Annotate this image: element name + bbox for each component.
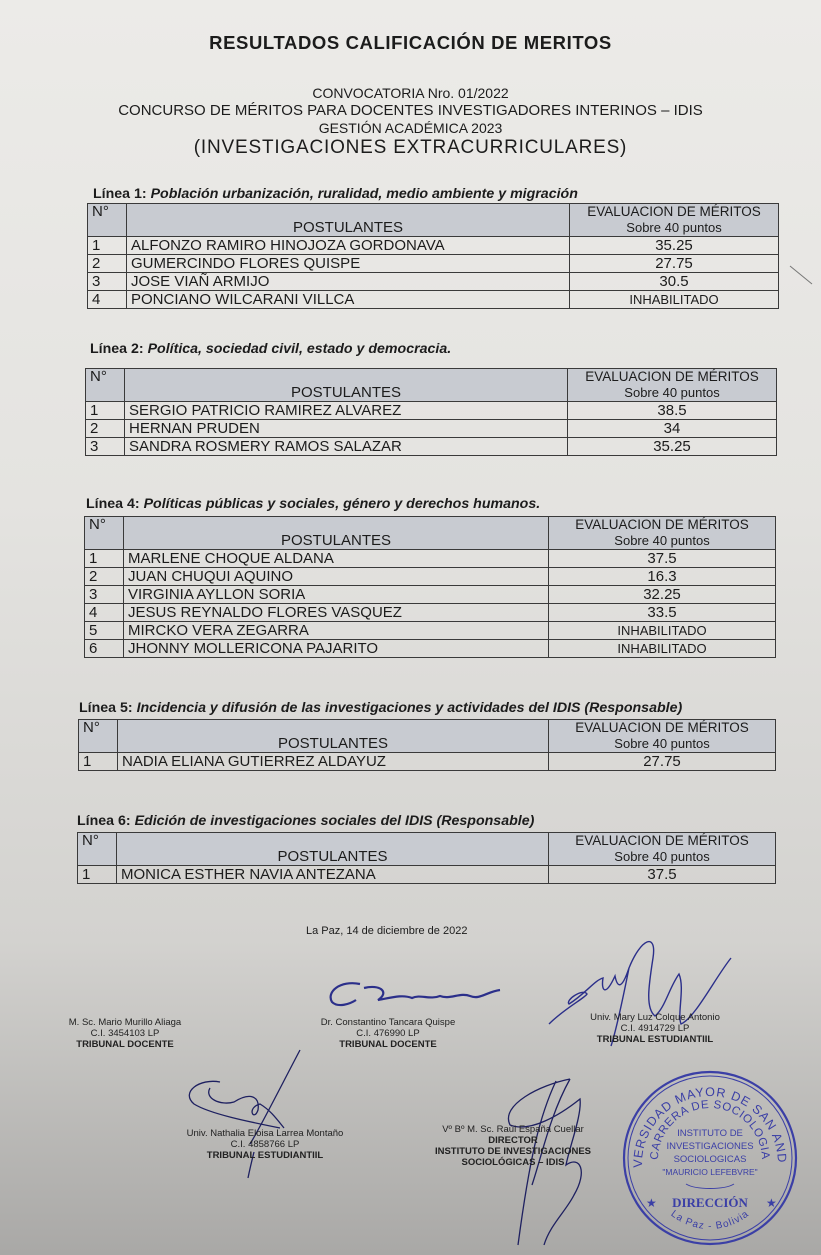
score: 27.75 [570, 255, 779, 273]
table-header-row [79, 720, 776, 753]
signature-block-murillo [40, 1017, 210, 1050]
header-evaluacion: EVALUACION DE MÉRITOS Sobre 40 puntos [568, 369, 777, 402]
signer-ci: C.I. 4914729 LP [620, 1023, 690, 1034]
table-row [86, 420, 777, 438]
linea-label: Línea 2: [90, 341, 144, 357]
postulante-name: MIRCKO VERA ZEGARRA [124, 622, 549, 640]
stamp-line-4: "MAURICIO LEFEBVRE" [662, 1167, 758, 1177]
gestion-academica: GESTIÓN ACADÉMICA 2023 [318, 120, 503, 136]
linea-title: Edición de investigaciones sociales del IDIS (Responsable) [134, 813, 535, 829]
signer-name: Univ. Nathalia Eloisa Larrea Montaño [186, 1128, 344, 1139]
postulante-name: SERGIO PATRICIO RAMIREZ ALVAREZ [125, 402, 568, 420]
score: 35.25 [568, 438, 777, 456]
row-number: 1 [86, 402, 125, 420]
postulante-name: MARLENE CHOQUE ALDANA [124, 550, 549, 568]
row-number: 2 [88, 255, 127, 273]
row-number: 3 [86, 438, 125, 456]
stamp-line-3: SOCIOLOGICAS [673, 1154, 747, 1165]
stamp-line-1: INSTITUTO DE [677, 1128, 743, 1139]
document-date: La Paz, 14 de diciembre de 2022 [306, 925, 468, 937]
table-row [85, 622, 776, 640]
header-number: N° [86, 369, 125, 402]
header-evaluacion: EVALUACION DE MÉRITOS Sobre 40 puntos [570, 204, 779, 237]
table-row [88, 255, 779, 273]
postulante-name: NADIA ELIANA GUTIERREZ ALDAYUZ [118, 753, 549, 771]
postulante-name: SANDRA ROSMERY RAMOS SALAZAR [125, 438, 568, 456]
header-evaluacion: EVALUACION DE MÉRITOS Sobre 40 puntos [549, 833, 776, 866]
signer-ci: C.I. 476990 LP [356, 1028, 420, 1039]
score: 35.25 [570, 237, 779, 255]
row-number: 4 [88, 291, 127, 309]
row-number: 3 [85, 586, 124, 604]
stamp-outer-text: VERSIDAD MAYOR DE SAN AND [630, 1084, 790, 1168]
table-row [86, 402, 777, 420]
score: 30.5 [570, 273, 779, 291]
table-row [85, 586, 776, 604]
pen-mark [788, 262, 818, 288]
row-number: 1 [78, 866, 117, 884]
header-number: N° [85, 517, 124, 550]
signer-name: Vº Bº M. Sc. Raúl España Cuellar [442, 1124, 584, 1135]
score-status: INHABILITADO [570, 291, 779, 309]
institution-line-1: INSTITUTO DE INVESTIGACIONES [434, 1146, 592, 1157]
signer-role: TRIBUNAL DOCENTE [339, 1039, 437, 1050]
star-icon: ★ [766, 1196, 777, 1210]
score: 33.5 [549, 604, 776, 622]
table-header-row [78, 833, 776, 866]
row-number: 1 [79, 753, 118, 771]
score-status: INHABILITADO [549, 640, 776, 658]
convocatoria-number: CONVOCATORIA Nro. 01/2022 [312, 85, 509, 101]
linea-title: Política, sociedad civil, estado y democracia. [147, 341, 452, 357]
score: 37.5 [549, 550, 776, 568]
document-title: RESULTADOS CALIFICACIÓN DE MERITOS [209, 32, 612, 53]
concurso-title: CONCURSO DE MÉRITOS PARA DOCENTES INVESTIGADORES INTERINOS – IDIS [118, 102, 703, 119]
institution-line-2: SOCIOLÓGICAS – IDIS [461, 1157, 565, 1168]
postulante-name: JHONNY MOLLERICONA PAJARITO [124, 640, 549, 658]
table-row [85, 604, 776, 622]
postulante-name: JESUS REYNALDO FLORES VASQUEZ [124, 604, 549, 622]
signer-role: TRIBUNAL DOCENTE [76, 1039, 174, 1050]
signature-larrea-ink [180, 1048, 330, 1188]
row-number: 3 [88, 273, 127, 291]
postulante-name: HERNAN PRUDEN [125, 420, 568, 438]
row-number: 1 [88, 237, 127, 255]
svg-text:La Paz - Bolivia [669, 1208, 752, 1232]
header-postulantes: POSTULANTES [117, 833, 549, 866]
signature-tancara-ink [320, 978, 520, 1018]
stamp-city: La Paz - Bolivia [668, 1208, 752, 1233]
header-number: N° [88, 204, 127, 237]
signer-name: M. Sc. Mario Murillo Aliaga [68, 1017, 182, 1028]
linea-label: Línea 6: [77, 813, 131, 829]
header-postulantes: POSTULANTES [127, 204, 570, 237]
table-header-row [85, 517, 776, 550]
postulante-name: JUAN CHUQUI AQUINO [124, 568, 549, 586]
header-postulantes: POSTULANTES [125, 369, 568, 402]
header-evaluacion: EVALUACION DE MÉRITOS Sobre 40 puntos [549, 517, 776, 550]
table-row [79, 753, 776, 771]
signer-role: DIRECTOR [488, 1135, 538, 1146]
score: 27.75 [549, 753, 776, 771]
linea-4-table [84, 516, 776, 658]
postulante-name: JOSE VIAÑ ARMIJO [127, 273, 570, 291]
score: 38.5 [568, 402, 777, 420]
linea-1-heading [93, 186, 578, 202]
postulante-name: MONICA ESTHER NAVIA ANTEZANA [117, 866, 549, 884]
header-number: N° [78, 833, 117, 866]
table-row [85, 568, 776, 586]
linea-2-heading [90, 341, 451, 357]
stamp-inner-text: CARRERA DE SOCIOLOGIA [648, 1098, 772, 1161]
linea-5-heading [79, 700, 682, 716]
score-status: INHABILITADO [549, 622, 776, 640]
linea-6-heading [77, 813, 534, 829]
stamp-direccion: DIRECCIÓN [672, 1195, 748, 1210]
header-postulantes: POSTULANTES [124, 517, 549, 550]
table-row [88, 291, 779, 309]
table-row [88, 273, 779, 291]
signer-name: Dr. Constantino Tancara Quispe [320, 1017, 456, 1028]
row-number: 2 [86, 420, 125, 438]
linea-label: Línea 1: [93, 186, 147, 202]
table-header-row [88, 204, 779, 237]
stamp-seal-icon [620, 1068, 800, 1248]
postulante-name: GUMERCINDO FLORES QUISPE [127, 255, 570, 273]
row-number: 5 [85, 622, 124, 640]
linea-2-table [85, 368, 777, 456]
postulante-name: VIRGINIA AYLLON SORIA [124, 586, 549, 604]
row-number: 1 [85, 550, 124, 568]
signature-block-larrea [170, 1128, 360, 1161]
score: 34 [568, 420, 777, 438]
linea-title: Políticas públicas y sociales, género y derechos humanos. [143, 496, 541, 512]
row-number: 6 [85, 640, 124, 658]
postulante-name: PONCIANO WILCARANI VILLCA [127, 291, 570, 309]
score: 16.3 [549, 568, 776, 586]
signature-block-director [418, 1124, 608, 1168]
linea-5-table [78, 719, 776, 771]
table-row [85, 550, 776, 568]
document-subtitle: (INVESTIGACIONES EXTRACURRICULARES) [193, 137, 628, 158]
header-number: N° [79, 720, 118, 753]
postulante-name: ALFONZO RAMIRO HINOJOZA GORDONAVA [127, 237, 570, 255]
signer-ci: C.I. 4858766 LP [230, 1139, 300, 1150]
official-stamp [620, 1068, 800, 1248]
signature-block-colque [570, 1012, 740, 1045]
signer-role: TRIBUNAL ESTUDIANTIIL [206, 1150, 324, 1161]
table-row [78, 866, 776, 884]
header-evaluacion: EVALUACION DE MÉRITOS Sobre 40 puntos [549, 720, 776, 753]
table-row [88, 237, 779, 255]
signature-block-tancara [303, 1017, 473, 1050]
table-row [85, 640, 776, 658]
score: 37.5 [549, 866, 776, 884]
table-row [86, 438, 777, 456]
table-header-row [86, 369, 777, 402]
row-number: 2 [85, 568, 124, 586]
signer-ci: C.I. 3454103 LP [90, 1028, 160, 1039]
linea-title: Población urbanización, ruralidad, medio ambiente y migración [150, 186, 578, 202]
linea-1-table [87, 203, 779, 309]
linea-6-table [77, 832, 776, 884]
header-postulantes: POSTULANTES [118, 720, 549, 753]
linea-title: Incidencia y difusión de las investigaciones y actividades del IDIS (Responsable) [136, 700, 683, 716]
linea-4-heading [86, 496, 540, 512]
score: 32.25 [549, 586, 776, 604]
linea-label: Línea 4: [86, 496, 140, 512]
signer-name: Univ. Mary Luz Colque Antonio [590, 1012, 720, 1023]
stamp-line-2: INVESTIGACIONES [666, 1141, 754, 1152]
linea-label: Línea 5: [79, 700, 133, 716]
row-number: 4 [85, 604, 124, 622]
signer-role: TRIBUNAL ESTUDIANTIIL [596, 1034, 714, 1045]
star-icon: ★ [646, 1196, 657, 1210]
